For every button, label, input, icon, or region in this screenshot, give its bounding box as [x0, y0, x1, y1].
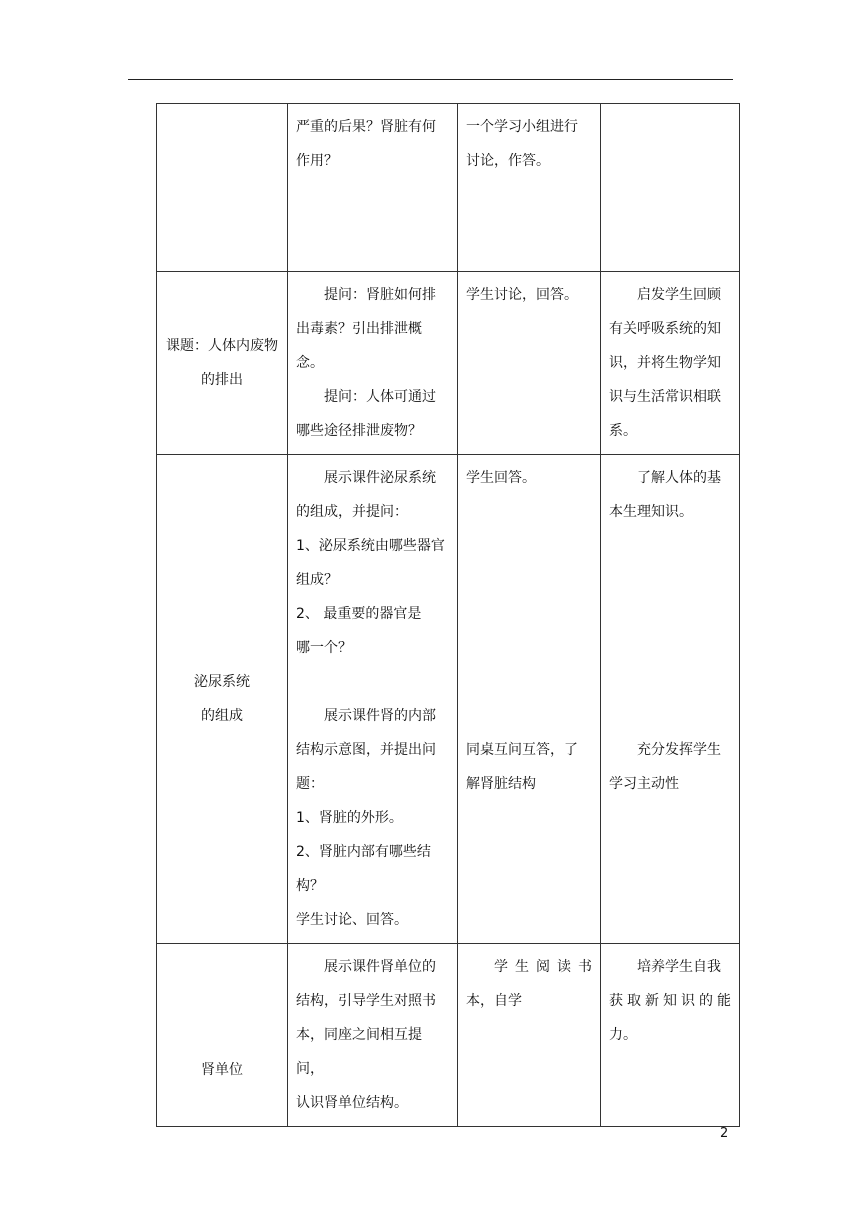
teacher-activity-cell — [288, 104, 458, 272]
text-line: 有关呼吸系统的知 — [609, 321, 721, 337]
text-line: 启发学生回顾 — [637, 287, 721, 303]
text-line: 哪一个？ — [296, 640, 352, 656]
text-line: 出毒素？引出排泄概 — [296, 321, 422, 337]
design-intent-cell — [601, 944, 740, 1127]
topic-cell — [157, 272, 288, 455]
text-line: 讨论，作答。 — [466, 153, 550, 169]
text-line: 作用？ — [296, 153, 338, 169]
topic-cell — [157, 455, 288, 944]
text-line: 本，自学 — [466, 993, 522, 1009]
text-line: 构？ — [296, 878, 324, 894]
text-line: 了解人体的基 — [637, 470, 721, 486]
text-line: 题： — [296, 776, 324, 792]
table-row — [157, 104, 740, 272]
text-line: 一个学习小组进行 — [466, 119, 578, 135]
topic-cell — [157, 944, 288, 1127]
text-line: 培养学生自我 — [637, 959, 721, 975]
text-line: 获取新知识的能 — [609, 993, 731, 1009]
design-intent-cell — [601, 104, 740, 272]
text-line: 念。 — [296, 355, 324, 371]
student-activity-cell — [458, 455, 601, 944]
text-line: 的组成，并提问： — [296, 504, 408, 520]
text-line: 提问：肾脏如何排 — [324, 287, 436, 303]
text-line: 2、肾脏内部有哪些结 — [296, 844, 431, 860]
text-line: 学生回答。 — [466, 470, 536, 486]
lesson-plan-table — [156, 103, 740, 1127]
text-line: 学生阅读书 — [494, 959, 592, 975]
teacher-activity-cell — [288, 944, 458, 1127]
text-line: 1、肾脏的外形。 — [296, 810, 403, 826]
blank-space — [466, 495, 592, 733]
text-line: 学生讨论、回答。 — [296, 912, 408, 928]
text-line: 展示课件泌尿系统 — [324, 470, 436, 486]
table-row — [157, 944, 740, 1127]
teacher-activity-cell — [288, 272, 458, 455]
text-line: 本，同座之间相互提问， — [296, 1027, 422, 1077]
text-line: 严重的后果？肾脏有何 — [296, 119, 436, 135]
text-line: 学生讨论，回答。 — [466, 287, 578, 303]
text-line: 的排出 — [201, 372, 243, 388]
text-line: 识，并将生物学知 — [609, 355, 721, 371]
design-intent-cell — [601, 455, 740, 944]
design-intent-cell — [601, 272, 740, 455]
teacher-activity-cell — [288, 455, 458, 944]
header-rule — [128, 79, 733, 80]
text-line: 识与生活常识相联 — [609, 389, 721, 405]
student-activity-cell — [458, 272, 601, 455]
text-line: 结构，引导学生对照书 — [296, 993, 436, 1009]
topic-cell — [157, 104, 288, 272]
text-line: 同桌互问互答，了 — [466, 742, 578, 758]
blank-line — [296, 665, 449, 699]
text-line: 1、泌尿系统由哪些器官 — [296, 538, 445, 554]
text-line: 展示课件肾的内部 — [324, 708, 436, 724]
text-line: 哪些途径排泄废物？ — [296, 423, 422, 439]
text-line: 2、 最重要的器官是 — [296, 606, 422, 622]
text-line: 学习主动性 — [609, 776, 679, 792]
text-line: 课题：人体内废物 — [166, 338, 278, 354]
text-line: 充分发挥学生 — [637, 742, 721, 758]
text-line: 本生理知识。 — [609, 504, 693, 520]
page-number: 2 — [720, 1126, 729, 1141]
table-row — [157, 272, 740, 455]
text-line: 展示课件肾单位的 — [324, 959, 436, 975]
text-line: 结构示意图，并提出问 — [296, 742, 436, 758]
table-row — [157, 455, 740, 944]
text-line: 的组成 — [201, 708, 243, 724]
text-line: 力。 — [609, 1027, 637, 1043]
text-line: 系。 — [609, 423, 637, 439]
text-line: 泌尿系统 — [194, 674, 250, 690]
text-line: 提问：人体可通过 — [324, 389, 436, 405]
text-line: 解肾脏结构 — [466, 776, 536, 792]
text-line: 认识肾单位结构。 — [296, 1095, 408, 1111]
text-line: 肾单位 — [201, 1062, 243, 1078]
student-activity-cell — [458, 104, 601, 272]
text-line: 组成？ — [296, 572, 338, 588]
student-activity-cell — [458, 944, 601, 1127]
blank-space — [609, 529, 731, 733]
